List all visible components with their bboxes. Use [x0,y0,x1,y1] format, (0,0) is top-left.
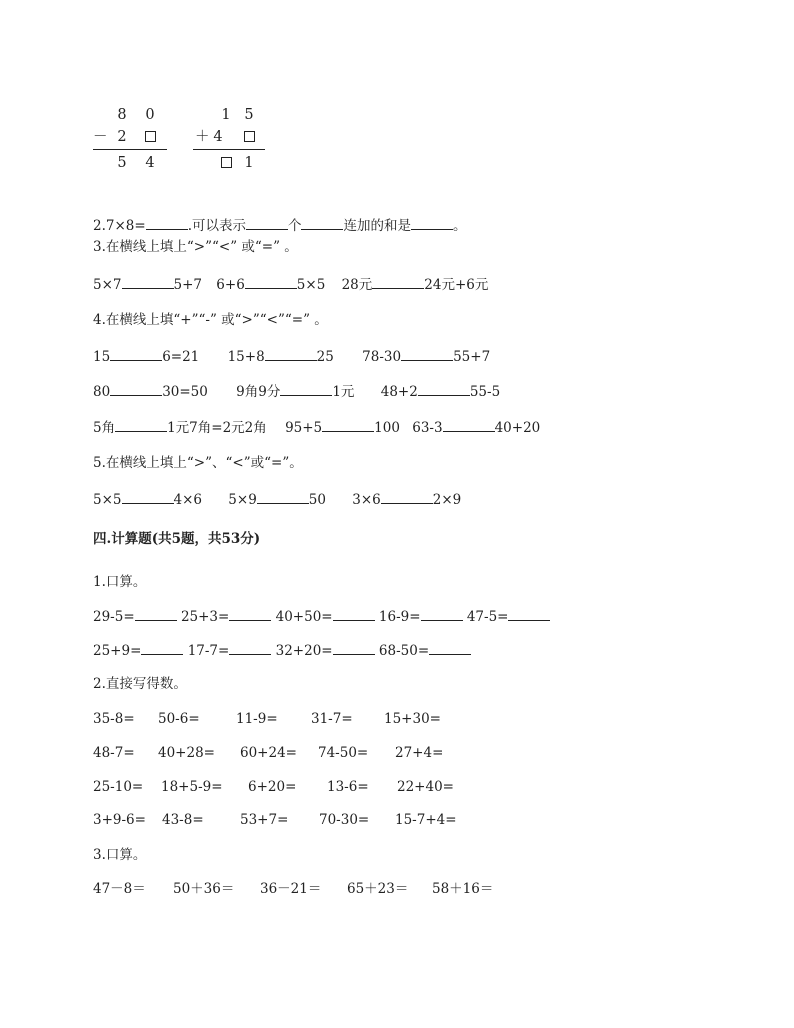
answer-blank[interactable] [135,607,177,621]
expression: 50-6= [158,711,200,727]
expression: 13-6= [327,779,369,795]
answer-blank[interactable] [257,490,309,504]
digit: 5 [244,107,254,123]
expression: 48-7= [93,745,135,761]
q2-text: 个 [287,218,302,234]
expression: 65＋23＝ [347,881,409,897]
expression: 6+20= [248,779,297,795]
expression: 32+20= [275,643,333,659]
expression: 43-8= [162,812,204,828]
expr-right: 24元+6元 [424,277,489,293]
expression: 60+24= [240,745,297,761]
compare-item [342,275,489,294]
plus-sign: ＋ [195,129,210,145]
calc-2-title: 2.直接写得数。 [93,676,187,692]
answer-blank[interactable] [265,347,317,361]
question-4-title: 4.在横线上填“+”“-” 或“>”“<”“=” 。 [93,312,328,328]
answer-blank[interactable] [280,382,332,396]
question-4-row [93,418,540,437]
expression: 58＋16＝ [432,881,494,897]
fill-item [93,382,208,401]
expression: 25-10= [93,779,144,795]
answer-blank[interactable] [401,347,453,361]
sum-line [193,149,265,150]
compare-item [93,490,202,509]
calc-1-row [93,641,471,660]
compare-item [352,490,461,509]
answer-blank[interactable] [229,607,271,621]
blank-box[interactable] [143,129,157,145]
expr-right: 40+20 [494,420,541,436]
expression: 40+28= [158,745,215,761]
fill-item [362,347,490,366]
blank-box[interactable] [242,129,256,145]
expr-left: 28元 [341,277,373,293]
answer-blank[interactable] [322,418,374,432]
expression: 70-30= [319,812,370,828]
question-2 [93,216,466,235]
answer-blank[interactable] [333,641,375,655]
answer-blank[interactable] [429,641,471,655]
answer-blank[interactable] [443,418,495,432]
expr-left: 5×7 [93,277,122,293]
expression: 3+9-6= [93,812,146,828]
digit: 1 [244,155,254,171]
answer-blank[interactable] [110,382,162,396]
calc-1-title: 1.口算。 [93,574,147,590]
q2-text: 。 [452,218,467,234]
compare-item [228,490,326,509]
expr-left: 48+2 [380,384,418,400]
section-title: 四.计算题(共5题，共53分) [93,531,261,547]
question-5-title: 5.在横线上填上“>”、“<”或“=”。 [93,455,303,471]
answer-blank[interactable] [146,216,188,230]
digit: 4 [213,129,223,145]
expression: 36－21＝ [260,881,322,897]
expr-right: 100 [374,420,400,436]
expr-left: 5×9 [228,492,257,508]
answer-blank[interactable] [110,347,162,361]
answer-blank[interactable] [141,641,183,655]
answer-blank[interactable] [508,607,550,621]
expression: 22+40= [397,779,454,795]
answer-blank[interactable] [418,382,470,396]
expression: 16-9= [378,609,421,625]
answer-blank[interactable] [115,418,167,432]
expression: 25+3= [180,609,230,625]
expression: 68-50= [378,643,430,659]
expr-left: 5角 [93,420,116,436]
expr-right: 6=21 [162,349,200,365]
expr-right: 5×5 [296,277,326,293]
calc-3-title: 3.口算。 [93,847,147,863]
expr-right: 2×9 [432,492,462,508]
blank-box[interactable] [219,155,233,171]
digit: 1 [221,107,231,123]
expression: 40+50= [275,609,333,625]
digit: 0 [145,107,155,123]
expr-left: 5×5 [93,492,122,508]
answer-blank[interactable] [411,216,453,230]
expression: 15-7+4= [395,812,457,828]
answer-blank[interactable] [245,275,297,289]
expr-right: 1元7角=2元2角 [167,420,267,436]
compare-item [93,275,202,294]
compare-item [216,275,325,294]
expr-left: 80 [93,384,111,400]
expression: 53+7= [240,812,289,828]
fill-item [285,418,400,437]
expr-right: 50 [308,492,326,508]
answer-blank[interactable] [229,641,271,655]
expression: 47－8＝ [93,881,146,897]
expression: 29-5= [93,609,135,625]
calc-2-row [93,778,454,796]
answer-blank[interactable] [372,275,424,289]
fill-item [236,382,354,401]
question-3-title: 3.在横线上填上“>”“<” 或“=” 。 [93,239,298,255]
expr-right: 1元 [332,384,355,400]
answer-blank[interactable] [381,490,433,504]
answer-blank[interactable] [333,607,375,621]
expr-left: 15 [93,349,111,365]
question-4-row [93,382,500,401]
expr-left: 78-30 [362,349,402,365]
expr-left: 9角9分 [236,384,281,400]
expression: 18+5-9= [161,779,223,795]
expr-left: 6+6 [216,277,245,293]
calc-2-row [93,744,443,762]
expr-right: 30=50 [162,384,208,400]
expression: 25+9= [93,643,142,659]
digit: 2 [117,129,127,145]
calc-3-row [93,880,493,898]
digit: 8 [117,107,127,123]
question-4-row [93,347,490,366]
digit: 4 [145,155,155,171]
digit: 5 [117,155,127,171]
calc-2-row [93,811,457,829]
answer-blank[interactable] [421,607,463,621]
expr-left: 15+8 [227,349,265,365]
question-5-items [93,490,461,509]
question-3-items [93,275,488,294]
expr-left: 95+5 [285,420,323,436]
expr-right: 55+7 [453,349,491,365]
expression: 31-7= [311,711,353,727]
answer-blank[interactable] [246,216,288,230]
minus-sign: － [93,129,108,145]
expression: 11-9= [236,711,278,727]
sum-line [93,149,167,150]
q2-text: 连加的和是 [343,218,411,234]
q2-text: .可以表示 [187,218,246,234]
expression: 17-7= [187,643,230,659]
expression: 15+30= [384,711,441,727]
expr-right: 5+7 [173,277,202,293]
expr-left: 63-3 [412,420,443,436]
fill-item [381,382,500,401]
expr-right: 55-5 [469,384,501,400]
answer-blank[interactable] [301,216,343,230]
fill-item [412,418,540,437]
fill-item [228,347,334,366]
expr-right: 25 [316,349,334,365]
expr-right: 4×6 [173,492,202,508]
calc-2-row [93,710,441,728]
expression: 47-5= [466,609,509,625]
fill-item [93,418,267,437]
q2-text: 2.7×8= [93,218,146,234]
expr-left: 3×6 [352,492,381,508]
expression: 50＋36＝ [173,881,235,897]
expression: 27+4= [395,745,444,761]
answer-blank[interactable] [122,490,174,504]
calc-1-row [93,607,550,626]
expression: 35-8= [93,711,135,727]
fill-item [93,347,199,366]
answer-blank[interactable] [122,275,174,289]
expression: 74-50= [318,745,369,761]
